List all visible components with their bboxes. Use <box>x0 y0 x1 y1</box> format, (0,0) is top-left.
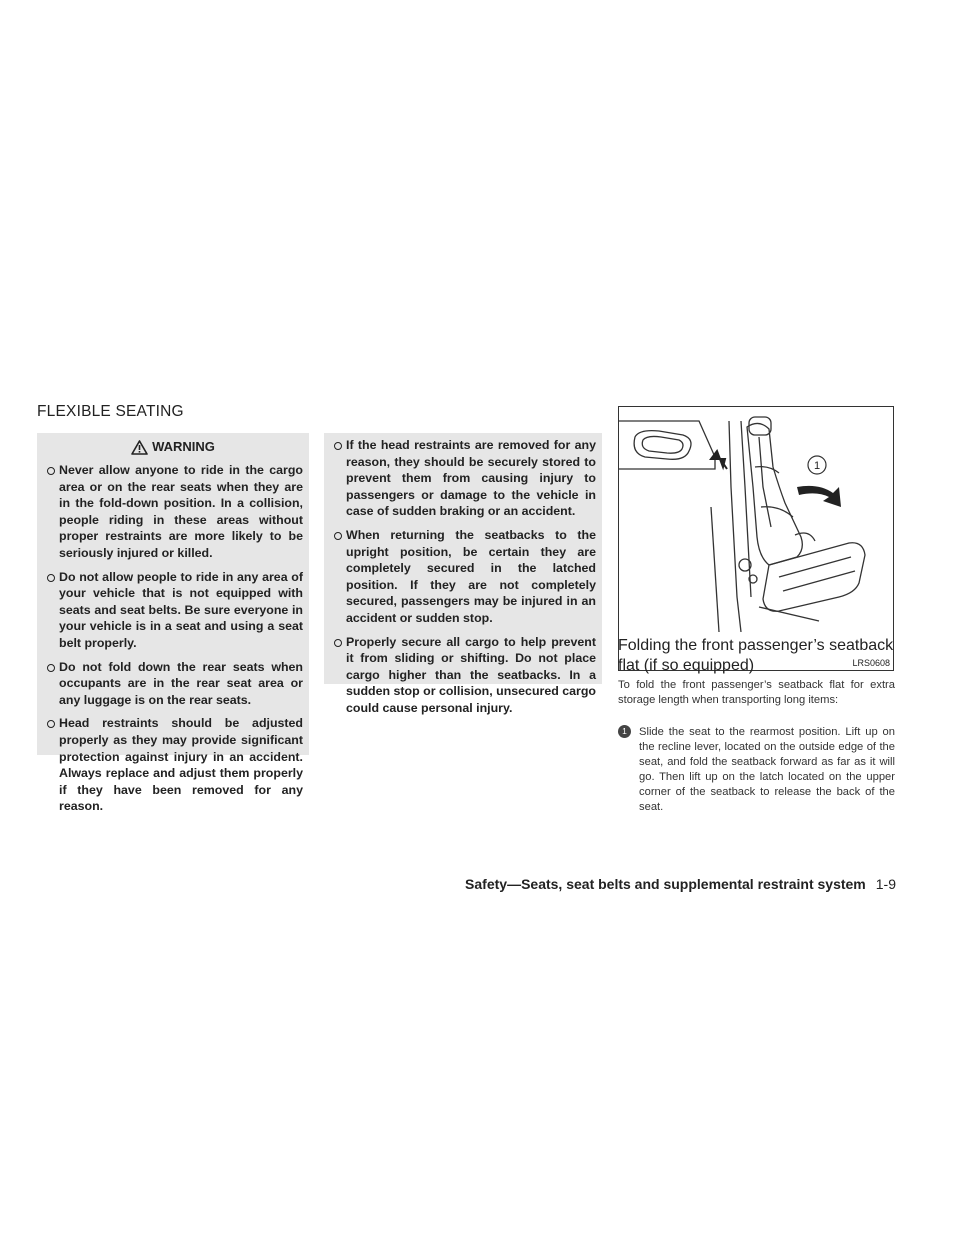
warning-list-left <box>37 457 309 815</box>
bullet-icon <box>334 639 342 647</box>
warning-item: Properly secure all cargo to help prevent it from sliding or shifting. Do not place cargo higher than the seatbacks. In a sudden stop or collision, unsecured cargo could cause personal injury. <box>334 634 596 717</box>
warning-header <box>37 433 309 457</box>
warning-list-right <box>324 433 602 717</box>
seat-illustration <box>618 406 894 671</box>
bullet-icon <box>47 574 55 582</box>
page-footer <box>465 876 896 892</box>
bullet-icon <box>47 467 55 475</box>
footer-title: Safety—Seats, seat belts and supplemental restraint system <box>465 876 866 892</box>
seat-back <box>747 417 802 565</box>
intro-text: To fold the front passenger’s seatback flat for extra storage length when transporting long items: <box>618 679 895 706</box>
warning-item: Never allow anyone to ride in the cargo area or on the rear seats when they are in the fold-down position. In a collision, people riding in these areas without proper restraints are more likely to be seriously injured or killed. <box>47 462 303 562</box>
step-number: 1 <box>618 725 631 738</box>
warning-item: Do not allow people to ride in any area of your vehicle that is not equipped with seats and seat belts. Be sure everyone in your vehicle is in a seat and using a seat belt properly. <box>47 569 303 652</box>
warning-box-left <box>37 433 309 814</box>
step-text: Slide the seat to the rearmost position. Lift up on the recline lever, located on the outside edge of the seat, and fold the seatback forward as far as it will go. Then lift up on the latch located on the upper corner of the seatback to release the back of the seat. <box>639 726 895 813</box>
bullet-icon <box>47 664 55 672</box>
bullet-icon <box>47 720 55 728</box>
warning-item: If the head restraints are removed for any reason, they should be securely stored to prevent them from causing injury to passengers or damage to the vehicle in case of sudden braking or an accident. <box>334 437 596 520</box>
subheading: Folding the front passenger’s seatback flat (if so equipped) <box>618 637 894 674</box>
warning-item: Do not fold down the rear seats when occupants are in the rear seat area or any luggage is on the rear seats. <box>47 659 303 709</box>
callout-1 <box>808 456 826 474</box>
warning-box-right <box>324 433 602 715</box>
warning-label: WARNING <box>152 438 215 454</box>
step-1 <box>618 725 895 815</box>
warning-triangle-icon <box>131 440 148 455</box>
bullet-icon <box>334 532 342 540</box>
bullet-icon <box>334 442 342 450</box>
svg-text:1: 1 <box>813 460 821 472</box>
warning-item: Head restraints should be adjusted properly as they may provide significant protection against injury in an accident. Always replace and adjust them properly if they have been removed for any reason. <box>47 715 303 815</box>
fold-arrow-icon <box>797 486 841 507</box>
figure-label: LRS0608 <box>852 658 890 668</box>
seat-drawing <box>619 407 893 632</box>
warning-item: When returning the seatbacks to the upright position, be certain they are completely secured in the latched position. If they are not completely secured, passengers may be injured in an accident or sudden stop. <box>334 527 596 627</box>
section-title: FLEXIBLE SEATING <box>37 403 184 420</box>
recline-lever-inset <box>619 421 715 469</box>
seat-cushion <box>763 533 865 611</box>
page-number: 1-9 <box>875 876 896 892</box>
